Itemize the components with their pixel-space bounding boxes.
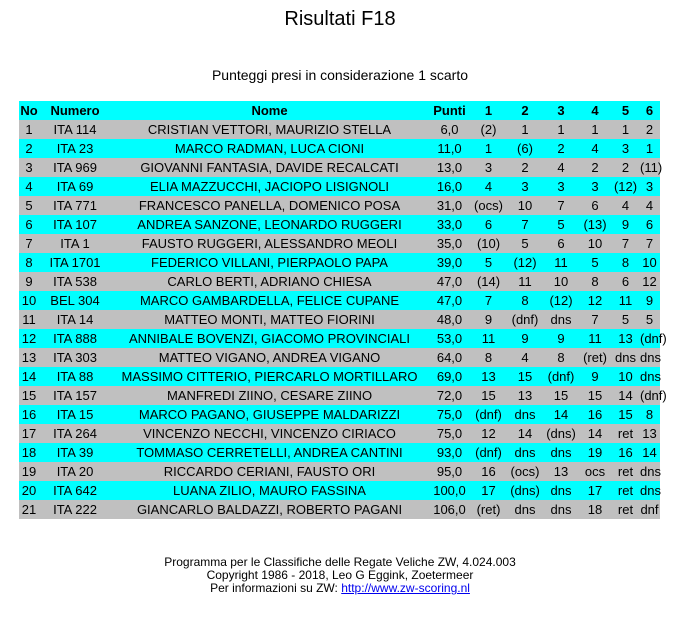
cell-nome: GIOVANNI FANTASIA, DAVIDE RECALCATI bbox=[140, 160, 399, 175]
header-race-1: 1 bbox=[484, 103, 493, 118]
cell-race-1: 15 bbox=[481, 388, 496, 403]
cell-punti: 48,0 bbox=[436, 312, 463, 327]
footer-program: Programma per le Classifiche delle Regate Veliche ZW, 4.024.003 bbox=[164, 555, 516, 569]
cell-nome: CRISTIAN VETTORI, MAURIZIO STELLA bbox=[147, 122, 392, 137]
cell-race-6: 8 bbox=[645, 407, 654, 422]
cell-no: 1 bbox=[25, 122, 33, 137]
table-row bbox=[19, 139, 660, 158]
header-race-5: 5 bbox=[621, 103, 630, 118]
cell-race-6: 7 bbox=[645, 236, 654, 251]
cell-race-3: 1 bbox=[557, 122, 565, 137]
cell-race-5: 13 bbox=[618, 331, 633, 346]
cell-race-4: 19 bbox=[587, 445, 603, 460]
cell-race-5: 1 bbox=[621, 122, 630, 137]
cell-race-4: 11 bbox=[588, 331, 602, 346]
cell-race-1: 13 bbox=[481, 369, 496, 384]
cell-race-5: ret bbox=[617, 464, 634, 479]
table-row bbox=[19, 462, 660, 481]
cell-no: 5 bbox=[25, 198, 33, 213]
cell-race-6: (dnf) bbox=[640, 331, 667, 346]
cell-race-4: 6 bbox=[591, 198, 599, 213]
cell-race-4: 5 bbox=[591, 255, 599, 270]
cell-race-2: (ocs) bbox=[510, 464, 540, 479]
cell-race-5: 16 bbox=[618, 445, 633, 460]
page-subtitle: Punteggi presi in considerazione 1 scarto bbox=[211, 67, 469, 83]
cell-numero: ITA 69 bbox=[56, 179, 94, 194]
cell-punti: 64,0 bbox=[436, 350, 463, 365]
cell-no: 21 bbox=[21, 502, 37, 517]
table-row bbox=[19, 215, 660, 234]
table-row bbox=[19, 500, 660, 519]
footer-info-label: Per informazioni su ZW: bbox=[210, 581, 342, 595]
cell-no: 2 bbox=[25, 141, 33, 156]
cell-race-1: (10) bbox=[476, 236, 501, 251]
cell-nome: MATTEO VIGANO, ANDREA VIGANO bbox=[158, 350, 381, 365]
cell-race-3: 2 bbox=[557, 141, 565, 156]
cell-race-1: 4 bbox=[484, 179, 493, 194]
cell-numero: ITA 888 bbox=[53, 331, 97, 346]
cell-race-5: 11 bbox=[618, 293, 633, 308]
cell-punti: 93,0 bbox=[436, 445, 463, 460]
cell-no: 7 bbox=[25, 236, 33, 251]
table-row bbox=[19, 481, 660, 500]
table-row bbox=[19, 120, 660, 139]
cell-race-6: 14 bbox=[642, 445, 657, 460]
cell-race-4: 10 bbox=[587, 236, 603, 251]
cell-race-2: (6) bbox=[517, 141, 533, 156]
cell-punti: 39,0 bbox=[436, 255, 463, 270]
cell-race-5: 3 bbox=[621, 141, 630, 156]
cell-numero: ITA 969 bbox=[53, 160, 97, 175]
cell-race-5: 6 bbox=[621, 274, 630, 289]
cell-race-3: (dnf) bbox=[547, 369, 575, 384]
cell-race-6: 10 bbox=[642, 255, 657, 270]
cell-race-5: ret bbox=[617, 483, 634, 498]
cell-nome: MASSIMO CITTERIO, PIERCARLO MORTILLARO bbox=[121, 369, 418, 384]
cell-race-3: 3 bbox=[557, 179, 565, 194]
cell-race-1: 16 bbox=[481, 464, 496, 479]
cell-race-1: 1 bbox=[484, 141, 493, 156]
cell-no: 6 bbox=[25, 217, 33, 232]
header-nome: Nome bbox=[251, 103, 288, 118]
cell-race-2: 1 bbox=[521, 122, 529, 137]
cell-nome: MATTEO MONTI, MATTEO FIORINI bbox=[164, 312, 375, 327]
table-row bbox=[19, 386, 660, 405]
cell-race-3: 13 bbox=[553, 464, 569, 479]
cell-punti: 47,0 bbox=[436, 274, 463, 289]
cell-race-6: 12 bbox=[642, 274, 657, 289]
cell-race-1: 11 bbox=[481, 331, 496, 346]
table-row bbox=[19, 329, 660, 348]
cell-race-2: 13 bbox=[517, 388, 533, 403]
cell-race-3: dns bbox=[550, 502, 572, 517]
cell-no: 17 bbox=[21, 426, 37, 441]
cell-race-5: 14 bbox=[618, 388, 633, 403]
results-table bbox=[19, 101, 667, 519]
cell-nome: GIANCARLO BALDAZZI, ROBERTO PAGANI bbox=[136, 502, 403, 517]
header-race-3: 3 bbox=[557, 103, 565, 118]
cell-race-3: (dns) bbox=[546, 426, 576, 441]
cell-punti: 16,0 bbox=[436, 179, 463, 194]
cell-race-6: dns bbox=[640, 464, 661, 479]
cell-race-1: 12 bbox=[481, 426, 496, 441]
cell-race-3: dns bbox=[550, 483, 572, 498]
cell-numero: ITA 264 bbox=[53, 426, 97, 441]
cell-race-6: 13 bbox=[642, 426, 657, 441]
header-numero: Numero bbox=[50, 103, 100, 118]
cell-race-3: 7 bbox=[557, 198, 565, 213]
cell-race-2: (dns) bbox=[510, 483, 540, 498]
footer bbox=[0, 556, 680, 595]
cell-numero: ITA 1701 bbox=[49, 255, 101, 270]
cell-race-2: 15 bbox=[517, 369, 533, 384]
cell-nome: MANFREDI ZIINO, CESARE ZIINO bbox=[166, 388, 373, 403]
cell-no: 18 bbox=[21, 445, 37, 460]
zw-scoring-link[interactable]: http://www.zw-scoring.nl bbox=[341, 581, 470, 595]
results-body bbox=[19, 120, 667, 519]
cell-race-6: dnf bbox=[640, 502, 659, 517]
cell-race-3: 15 bbox=[553, 388, 569, 403]
cell-punti: 100,0 bbox=[433, 483, 466, 498]
cell-punti: 31,0 bbox=[436, 198, 463, 213]
cell-no: 11 bbox=[22, 312, 36, 327]
cell-no: 16 bbox=[21, 407, 37, 422]
cell-race-2: 5 bbox=[521, 236, 529, 251]
cell-numero: ITA 222 bbox=[53, 502, 97, 517]
cell-race-3: 14 bbox=[553, 407, 569, 422]
cell-numero: ITA 538 bbox=[53, 274, 97, 289]
cell-numero: ITA 39 bbox=[56, 445, 94, 460]
cell-race-3: 9 bbox=[557, 331, 565, 346]
cell-race-5: dns bbox=[615, 350, 636, 365]
table-row bbox=[19, 177, 660, 196]
cell-punti: 53,0 bbox=[436, 331, 463, 346]
cell-race-1: 3 bbox=[484, 160, 493, 175]
cell-race-1: 6 bbox=[484, 217, 493, 232]
cell-punti: 6,0 bbox=[440, 122, 459, 137]
cell-race-3: dns bbox=[550, 445, 572, 460]
table-row bbox=[19, 424, 660, 443]
cell-nome: RICCARDO CERIANI, FAUSTO ORI bbox=[163, 464, 376, 479]
cell-race-5: 5 bbox=[621, 312, 630, 327]
cell-race-5: 10 bbox=[618, 369, 633, 384]
cell-race-6: dns bbox=[640, 350, 661, 365]
cell-race-5: (12) bbox=[613, 179, 638, 194]
cell-nome: MARCO GAMBARDELLA, FELICE CUPANE bbox=[139, 293, 400, 308]
cell-race-1: (dnf) bbox=[475, 445, 502, 460]
cell-numero: ITA 642 bbox=[53, 483, 97, 498]
cell-punti: 11,0 bbox=[437, 141, 462, 156]
table-row bbox=[19, 253, 660, 272]
cell-nome: VINCENZO NECCHI, VINCENZO CIRIACO bbox=[143, 426, 396, 441]
cell-numero: ITA 20 bbox=[56, 464, 94, 479]
cell-numero: ITA 771 bbox=[53, 198, 97, 213]
table-row bbox=[19, 405, 660, 424]
cell-numero: ITA 23 bbox=[56, 141, 94, 156]
cell-punti: 69,0 bbox=[436, 369, 463, 384]
cell-race-4: 14 bbox=[587, 426, 603, 441]
cell-race-4: 12 bbox=[587, 293, 603, 308]
cell-race-1: (ocs) bbox=[474, 198, 503, 213]
cell-punti: 33,0 bbox=[436, 217, 463, 232]
cell-race-4: (13) bbox=[583, 217, 607, 232]
cell-race-3: 11 bbox=[554, 255, 568, 270]
cell-race-4: (ret) bbox=[583, 350, 607, 365]
cell-race-6: 3 bbox=[645, 179, 654, 194]
cell-numero: ITA 1 bbox=[60, 236, 90, 251]
cell-numero: ITA 157 bbox=[53, 388, 97, 403]
cell-nome: ELIA MAZZUCCHI, JACIOPO LISIGNOLI bbox=[149, 179, 390, 194]
table-row bbox=[19, 310, 660, 329]
cell-race-3: 10 bbox=[553, 274, 569, 289]
cell-race-2: 9 bbox=[521, 331, 529, 346]
cell-race-6: 5 bbox=[645, 312, 654, 327]
cell-race-2: dns bbox=[514, 407, 536, 422]
cell-race-6: (dnf) bbox=[640, 388, 667, 403]
cell-race-5: 8 bbox=[621, 255, 630, 270]
cell-no: 8 bbox=[25, 255, 33, 270]
table-row bbox=[19, 234, 660, 253]
cell-race-1: 5 bbox=[484, 255, 493, 270]
cell-no: 4 bbox=[25, 179, 33, 194]
table-row bbox=[19, 348, 660, 367]
cell-race-2: 7 bbox=[521, 217, 529, 232]
cell-numero: BEL 304 bbox=[50, 293, 100, 308]
cell-race-4: 3 bbox=[591, 179, 599, 194]
cell-punti: 75,0 bbox=[436, 407, 463, 422]
cell-race-2: 8 bbox=[521, 293, 529, 308]
cell-race-1: 8 bbox=[484, 350, 493, 365]
table-row bbox=[19, 443, 660, 462]
table-row bbox=[19, 158, 660, 177]
footer-info bbox=[0, 582, 680, 595]
cell-no: 20 bbox=[21, 483, 37, 498]
cell-no: 12 bbox=[21, 331, 37, 346]
cell-race-2: 14 bbox=[517, 426, 533, 441]
cell-race-4: 9 bbox=[591, 369, 599, 384]
cell-race-6: dns bbox=[640, 369, 661, 384]
cell-numero: ITA 107 bbox=[53, 217, 97, 232]
cell-numero: ITA 15 bbox=[56, 407, 94, 422]
cell-numero: ITA 114 bbox=[53, 122, 97, 137]
cell-race-1: (ret) bbox=[476, 502, 501, 517]
cell-race-2: 11 bbox=[518, 274, 532, 289]
cell-no: 15 bbox=[21, 388, 37, 403]
cell-race-3: 6 bbox=[557, 236, 565, 251]
cell-punti: 13,0 bbox=[436, 160, 463, 175]
cell-race-3: 5 bbox=[557, 217, 565, 232]
cell-race-4: 16 bbox=[587, 407, 603, 422]
cell-race-2: (dnf) bbox=[511, 312, 539, 327]
cell-race-4: 18 bbox=[587, 502, 603, 517]
cell-race-1: (dnf) bbox=[475, 407, 502, 422]
cell-race-5: 7 bbox=[621, 236, 630, 251]
cell-race-6: 9 bbox=[645, 293, 654, 308]
table-row bbox=[19, 196, 660, 215]
cell-race-2: 2 bbox=[521, 160, 529, 175]
cell-race-5: ret bbox=[617, 502, 634, 517]
cell-nome: FAUSTO RUGGERI, ALESSANDRO MEOLI bbox=[141, 236, 398, 251]
cell-no: 9 bbox=[25, 274, 33, 289]
cell-nome: MARCO PAGANO, GIUSEPPE MALDARIZZI bbox=[138, 407, 401, 422]
page-title: Risultati F18 bbox=[284, 8, 396, 30]
cell-no: 13 bbox=[21, 350, 37, 365]
cell-race-2: 3 bbox=[521, 179, 529, 194]
cell-numero: ITA 14 bbox=[56, 312, 94, 327]
footer-copyright: Copyright 1986 - 2018, Leo G Eggink, Zoetermeer bbox=[206, 568, 474, 582]
cell-race-6: 2 bbox=[645, 122, 654, 137]
header-race-2: 2 bbox=[521, 103, 529, 118]
cell-race-1: 7 bbox=[484, 293, 493, 308]
cell-numero: ITA 303 bbox=[53, 350, 97, 365]
cell-nome: FEDERICO VILLANI, PIERPAOLO PAPA bbox=[151, 255, 388, 270]
cell-race-1: (14) bbox=[476, 274, 501, 289]
cell-race-3: (12) bbox=[549, 293, 573, 308]
cell-race-6: 6 bbox=[645, 217, 654, 232]
cell-nome: ANNIBALE BOVENZI, GIACOMO PROVINCIALI bbox=[128, 331, 410, 346]
cell-race-1: 9 bbox=[484, 312, 493, 327]
cell-nome: TOMMASO CERRETELLI, ANDREA CANTINI bbox=[136, 445, 403, 460]
cell-race-2: (12) bbox=[513, 255, 537, 270]
cell-punti: 95,0 bbox=[436, 464, 463, 479]
cell-race-6: 1 bbox=[645, 141, 654, 156]
cell-race-6: dns bbox=[640, 483, 661, 498]
table-row bbox=[19, 291, 660, 310]
cell-race-5: 15 bbox=[618, 407, 633, 422]
cell-race-4: 8 bbox=[591, 274, 599, 289]
cell-punti: 72,0 bbox=[436, 388, 463, 403]
cell-race-1: 17 bbox=[481, 483, 496, 498]
cell-race-3: 4 bbox=[557, 160, 565, 175]
cell-nome: ANDREA SANZONE, LEONARDO RUGGERI bbox=[137, 217, 402, 232]
cell-nome: MARCO RADMAN, LUCA CIONI bbox=[174, 141, 365, 156]
cell-nome: CARLO BERTI, ADRIANO CHIESA bbox=[167, 274, 372, 289]
cell-race-4: 4 bbox=[591, 141, 599, 156]
cell-race-5: 2 bbox=[621, 160, 630, 175]
cell-punti: 106,0 bbox=[433, 502, 466, 517]
cell-punti: 35,0 bbox=[436, 236, 463, 251]
cell-race-4: ocs bbox=[584, 464, 606, 479]
cell-numero: ITA 88 bbox=[56, 369, 94, 384]
cell-race-3: 8 bbox=[557, 350, 565, 365]
cell-no: 10 bbox=[21, 293, 37, 308]
cell-race-6: (11) bbox=[640, 160, 663, 175]
cell-race-4: 17 bbox=[587, 483, 603, 498]
table-row bbox=[19, 367, 660, 386]
cell-race-5: 9 bbox=[621, 217, 630, 232]
cell-no: 19 bbox=[21, 464, 37, 479]
cell-race-4: 1 bbox=[591, 122, 599, 137]
cell-race-2: dns bbox=[514, 502, 536, 517]
cell-race-4: 15 bbox=[587, 388, 603, 403]
header-race-4: 4 bbox=[591, 103, 599, 118]
cell-race-5: ret bbox=[617, 426, 634, 441]
cell-race-3: dns bbox=[550, 312, 572, 327]
cell-nome: FRANCESCO PANELLA, DOMENICO POSA bbox=[138, 198, 401, 213]
cell-race-4: 2 bbox=[591, 160, 599, 175]
cell-race-2: 10 bbox=[517, 198, 533, 213]
cell-race-6: 4 bbox=[645, 198, 654, 213]
cell-punti: 47,0 bbox=[436, 293, 463, 308]
cell-punti: 75,0 bbox=[436, 426, 463, 441]
header-race-6: 6 bbox=[645, 103, 654, 118]
cell-race-4: 7 bbox=[591, 312, 599, 327]
header-no: No bbox=[20, 103, 38, 118]
cell-nome: LUANA ZILIO, MAURO FASSINA bbox=[173, 483, 366, 498]
table-row bbox=[19, 272, 660, 291]
cell-no: 3 bbox=[25, 160, 33, 175]
cell-race-2: dns bbox=[514, 445, 536, 460]
header-punti: Punti bbox=[433, 103, 466, 118]
cell-race-5: 4 bbox=[621, 198, 630, 213]
table-header-row bbox=[19, 101, 660, 120]
cell-no: 14 bbox=[21, 369, 37, 384]
cell-race-2: 4 bbox=[521, 350, 529, 365]
cell-race-1: (2) bbox=[480, 122, 497, 137]
